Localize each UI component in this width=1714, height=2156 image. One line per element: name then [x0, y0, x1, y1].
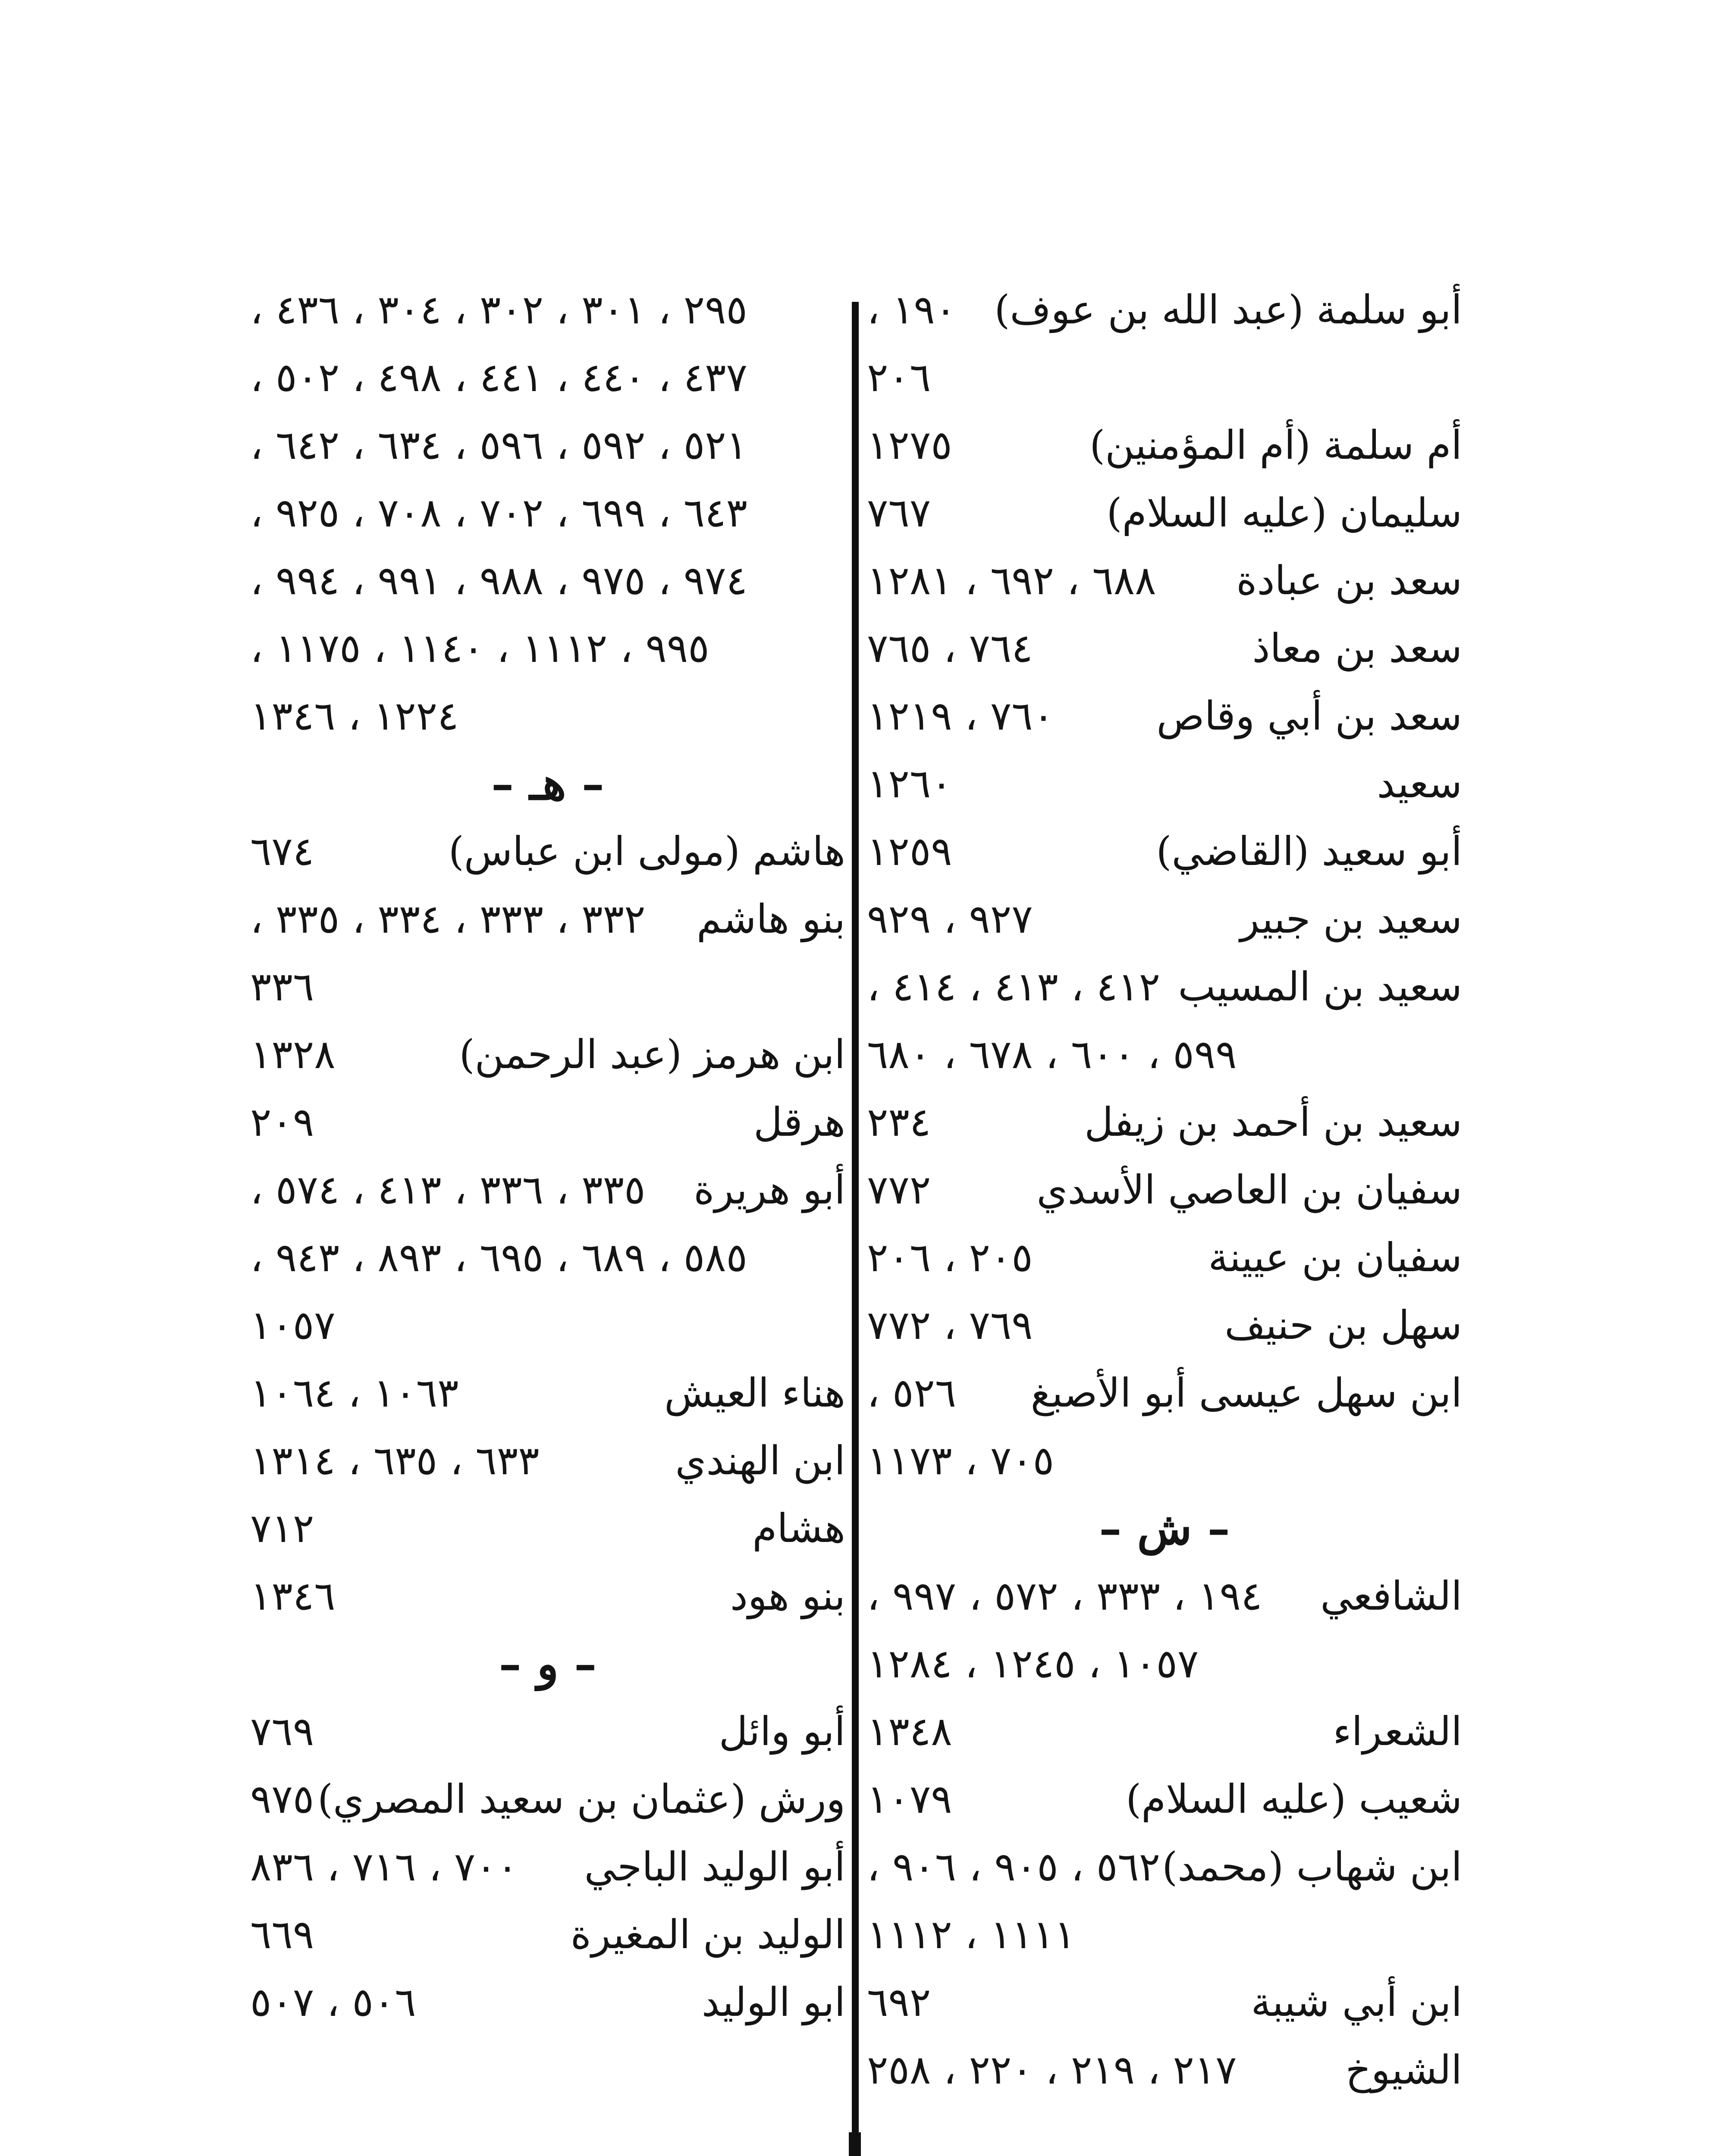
entry-name: أبو وائل: [719, 1708, 845, 1755]
entry-pages: ٦٦٩: [250, 1912, 314, 1958]
entry-name: شعيب (عليه السلام): [1126, 1776, 1462, 1822]
index-column-left: [250, 276, 845, 2036]
entry-pages: ٧٦٩: [250, 1708, 314, 1755]
index-entry-continuation: [867, 1630, 1462, 1698]
entry-pages: ٦٩٢: [867, 1979, 931, 2025]
entry-name: ابن أبي شيبة: [1251, 1979, 1462, 2025]
entry-pages: ٥٨٥ ، ٦٨٩ ، ٦٩٥ ، ٨٩٣ ، ٩٤٣ ،: [250, 1235, 747, 1281]
index-entry: [250, 1495, 845, 1562]
entry-pages: ٢٣٤: [867, 1099, 931, 1145]
index-entry-continuation: [250, 479, 845, 547]
entry-name: ابن سهل عيسى أبو الأصبغ: [1030, 1370, 1462, 1416]
entry-name: سعد بن عبادة: [1236, 558, 1462, 604]
entry-pages: ٧٠٥ ، ١١٧٣: [867, 1438, 1055, 1484]
entry-name: ابو الوليد: [701, 1979, 845, 2025]
entry-pages: ١٢٦٠: [867, 761, 952, 807]
entry-pages: ٤١٢ ، ٤١٣ ، ٤١٤ ،: [867, 964, 1161, 1010]
entry-pages: ٩٩٥ ، ١١١٢ ، ١١٤٠ ، ١١٧٥ ،: [250, 625, 709, 671]
index-entry-continuation: [867, 1901, 1462, 1968]
index-entry-continuation: [250, 614, 845, 682]
entry-pages: ٦٣٣ ، ٦٣٥ ، ١٣١٤: [250, 1438, 540, 1484]
index-entry: [867, 1088, 1462, 1156]
entry-name: سفيان بن العاصي الأسدي: [1036, 1167, 1462, 1213]
entry-pages: ٦٨٨ ، ٦٩٢ ، ١٢٨١: [867, 558, 1156, 604]
entry-pages: ٢٠٥ ، ٢٠٦: [867, 1235, 1033, 1281]
index-entry: [250, 1427, 845, 1495]
index-entry: [867, 682, 1462, 750]
index-entry: [250, 818, 845, 885]
index-entry: [867, 2036, 1462, 2104]
entry-name: الشافعي: [1320, 1573, 1462, 1619]
entry-name: سعيد: [1377, 761, 1462, 807]
entry-pages: ١٠٥٧ ، ١٢٤٥ ، ١٢٨٤: [867, 1641, 1199, 1687]
index-entry: [867, 1156, 1462, 1224]
entry-pages: ١٠٦٣ ، ١٠٦٤: [250, 1370, 459, 1416]
entry-pages: ١٩٠ ،: [867, 287, 957, 333]
index-entry: [867, 276, 1462, 344]
entry-name: سعيد بن المسيب: [1178, 964, 1462, 1010]
index-entry-continuation: [867, 1427, 1462, 1495]
entry-name: سعد بن معاذ: [1252, 625, 1462, 671]
entry-pages: ٥٩٩ ، ٦٠٠ ، ٦٧٨ ، ٦٨٠: [867, 1031, 1237, 1078]
index-entry-continuation: [867, 344, 1462, 411]
index-entry: [867, 547, 1462, 614]
entry-pages: ٥٦٢ ، ٩٠٥ ، ٩٠٦ ،: [867, 1844, 1161, 1890]
entry-name: أبو هريرة: [694, 1167, 845, 1213]
index-entry: [250, 1833, 845, 1901]
index-entry-continuation: [867, 1021, 1462, 1088]
entry-name: الشعراء: [1333, 1708, 1462, 1755]
entry-pages: ١٢٥٩: [867, 828, 952, 874]
entry-pages: ٧٦٧: [867, 490, 931, 536]
entry-pages: ٧١٢: [250, 1505, 314, 1551]
entry-pages: ١٣٤٨: [867, 1708, 952, 1755]
index-entry-continuation: [250, 1224, 845, 1291]
entry-pages: ٤٣٧ ، ٤٤٠ ، ٤٤١ ، ٤٩٨ ، ٥٠٢ ،: [250, 354, 747, 401]
entry-pages: ٧٦٠ ، ١٢١٩: [867, 693, 1055, 739]
section-header: – ش –: [1099, 1502, 1230, 1555]
index-entry: [250, 1359, 845, 1427]
index-entry-continuation: [250, 344, 845, 411]
index-entry: [867, 1291, 1462, 1359]
entry-name: هاشم (مولى ابن عباس): [448, 828, 845, 874]
section-header: – و –: [499, 1637, 597, 1690]
index-entry: [250, 1698, 845, 1765]
entry-pages: ١٠٧٩: [867, 1776, 952, 1822]
index-entry-continuation: [250, 1291, 845, 1359]
entry-name: الوليد بن المغيرة: [570, 1912, 845, 1958]
index-entry: [250, 1021, 845, 1088]
index-entry: [867, 1359, 1462, 1427]
index-entry-continuation: [250, 682, 845, 750]
index-entry: [867, 1833, 1462, 1901]
entry-name: أبو سعيد (القاضي): [1156, 828, 1462, 874]
index-entry: [867, 1698, 1462, 1765]
index-entry: [867, 479, 1462, 547]
index-entry-continuation: [250, 276, 845, 344]
column-divider: [852, 302, 859, 2156]
entry-name: بنو هاشم: [697, 896, 845, 942]
index-entry: [867, 1765, 1462, 1833]
index-entry: [250, 1088, 845, 1156]
column-divider-foot: [849, 2132, 861, 2156]
entry-pages: ٩٧٤ ، ٩٧٥ ، ٩٨٨ ، ٩٩١ ، ٩٩٤ ،: [250, 558, 747, 604]
entry-name: ورش (عثمان بن سعيد المصري): [317, 1776, 845, 1822]
entry-pages: ٩٢٧ ، ٩٢٩: [867, 896, 1033, 942]
entry-name: سهل بن حنيف: [1224, 1302, 1462, 1348]
entry-name: هشام: [752, 1505, 845, 1551]
entry-pages: ٢٠٩: [250, 1099, 314, 1145]
entry-name: هناء العيش: [664, 1370, 845, 1416]
entry-pages: ١٩٤ ، ٣٣٣ ، ٥٧٢ ، ٩٩٧ ،: [867, 1573, 1262, 1619]
entry-pages: ٦٧٤: [250, 828, 314, 874]
entry-name: بنو هود: [730, 1573, 845, 1619]
entry-pages: ٥٢١ ، ٥٩٢ ، ٥٩٦ ، ٦٣٤ ، ٦٤٢ ،: [250, 422, 747, 468]
entry-name: أبو الوليد الباجي: [584, 1844, 845, 1890]
entry-pages: ٢٩٥ ، ٣٠١ ، ٣٠٢ ، ٣٠٤ ، ٤٣٦ ،: [250, 287, 747, 333]
index-entry: [867, 1968, 1462, 2036]
entry-name: سعيد بن أحمد بن زيفل: [1084, 1099, 1462, 1145]
entry-pages: ٩٧٥: [250, 1776, 314, 1822]
entry-pages: ٥٢٦ ،: [867, 1370, 957, 1416]
entry-pages: ٣٣٦: [250, 964, 314, 1010]
index-entry-continuation: [250, 953, 845, 1021]
entry-name: ابن هرمز (عبد الرحمن): [459, 1031, 845, 1078]
entry-name: أم سلمة (أم المؤمنين): [1089, 422, 1462, 468]
entry-name: هرقل: [753, 1099, 845, 1145]
entry-pages: ١٢٢٤ ، ١٣٤٦: [250, 693, 459, 739]
section-header: – هـ –: [491, 757, 604, 810]
entry-name: سعد بن أبي وقاص: [1156, 693, 1462, 739]
entry-pages: ٢١٧ ، ٢١٩ ، ٢٢٠ ، ٢٥٨: [867, 2047, 1237, 2093]
index-entry: [250, 1901, 845, 1968]
entry-name: أبو سلمة (عبد الله بن عوف): [994, 287, 1462, 333]
entry-pages: ١٣٢٨: [250, 1031, 336, 1078]
entry-name: ابن الهندي: [675, 1438, 845, 1484]
entry-pages: ٣٣٢ ، ٣٣٣ ، ٣٣٤ ، ٣٣٥ ،: [250, 896, 646, 942]
index-entry-continuation: [250, 547, 845, 614]
entry-name: سليمان (عليه السلام): [1106, 490, 1462, 536]
entry-pages: ٧٧٢: [867, 1167, 931, 1213]
entry-pages: ٧٦٩ ، ٧٧٢: [867, 1302, 1033, 1348]
entry-pages: ١٣٤٦: [250, 1573, 336, 1619]
entry-pages: ١٢٧٥: [867, 422, 952, 468]
entry-pages: ٣٣٥ ، ٣٣٦ ، ٤١٣ ، ٥٧٤ ،: [250, 1167, 646, 1213]
entry-name: سعيد بن جبير: [1240, 896, 1462, 942]
entry-name: الشيوخ: [1345, 2047, 1462, 2093]
entry-pages: ٧٠٠ ، ٧١٦ ، ٨٣٦: [250, 1844, 518, 1890]
index-entry-continuation: [250, 411, 845, 479]
index-entry: [867, 750, 1462, 818]
index-entry: [867, 1224, 1462, 1291]
entry-pages: ٢٠٦: [867, 354, 931, 401]
index-entry: [867, 411, 1462, 479]
index-entry: [250, 1968, 845, 2036]
entry-pages: ٦٤٣ ، ٦٩٩ ، ٧٠٢ ، ٧٠٨ ، ٩٢٥ ،: [250, 490, 747, 536]
index-entry: [250, 1156, 845, 1224]
entry-pages: ١١١١ ، ١١١٢: [867, 1912, 1076, 1958]
index-column-right: [867, 276, 1462, 2104]
index-entry: [250, 885, 845, 953]
index-entry: [867, 614, 1462, 682]
index-entry: [867, 885, 1462, 953]
entry-name: سفيان بن عيينة: [1208, 1235, 1462, 1281]
entry-pages: ٥٠٦ ، ٥٠٧: [250, 1979, 416, 2025]
index-entry: [867, 953, 1462, 1021]
index-entry: [867, 818, 1462, 885]
entry-name: ابن شهاب (محمد): [1162, 1844, 1462, 1890]
entry-pages: ١٠٥٧: [250, 1302, 336, 1348]
index-entry: [250, 1765, 845, 1833]
index-entry: [250, 1562, 845, 1630]
index-entry: [867, 1562, 1462, 1630]
entry-pages: ٧٦٤ ، ٧٦٥: [867, 625, 1033, 671]
